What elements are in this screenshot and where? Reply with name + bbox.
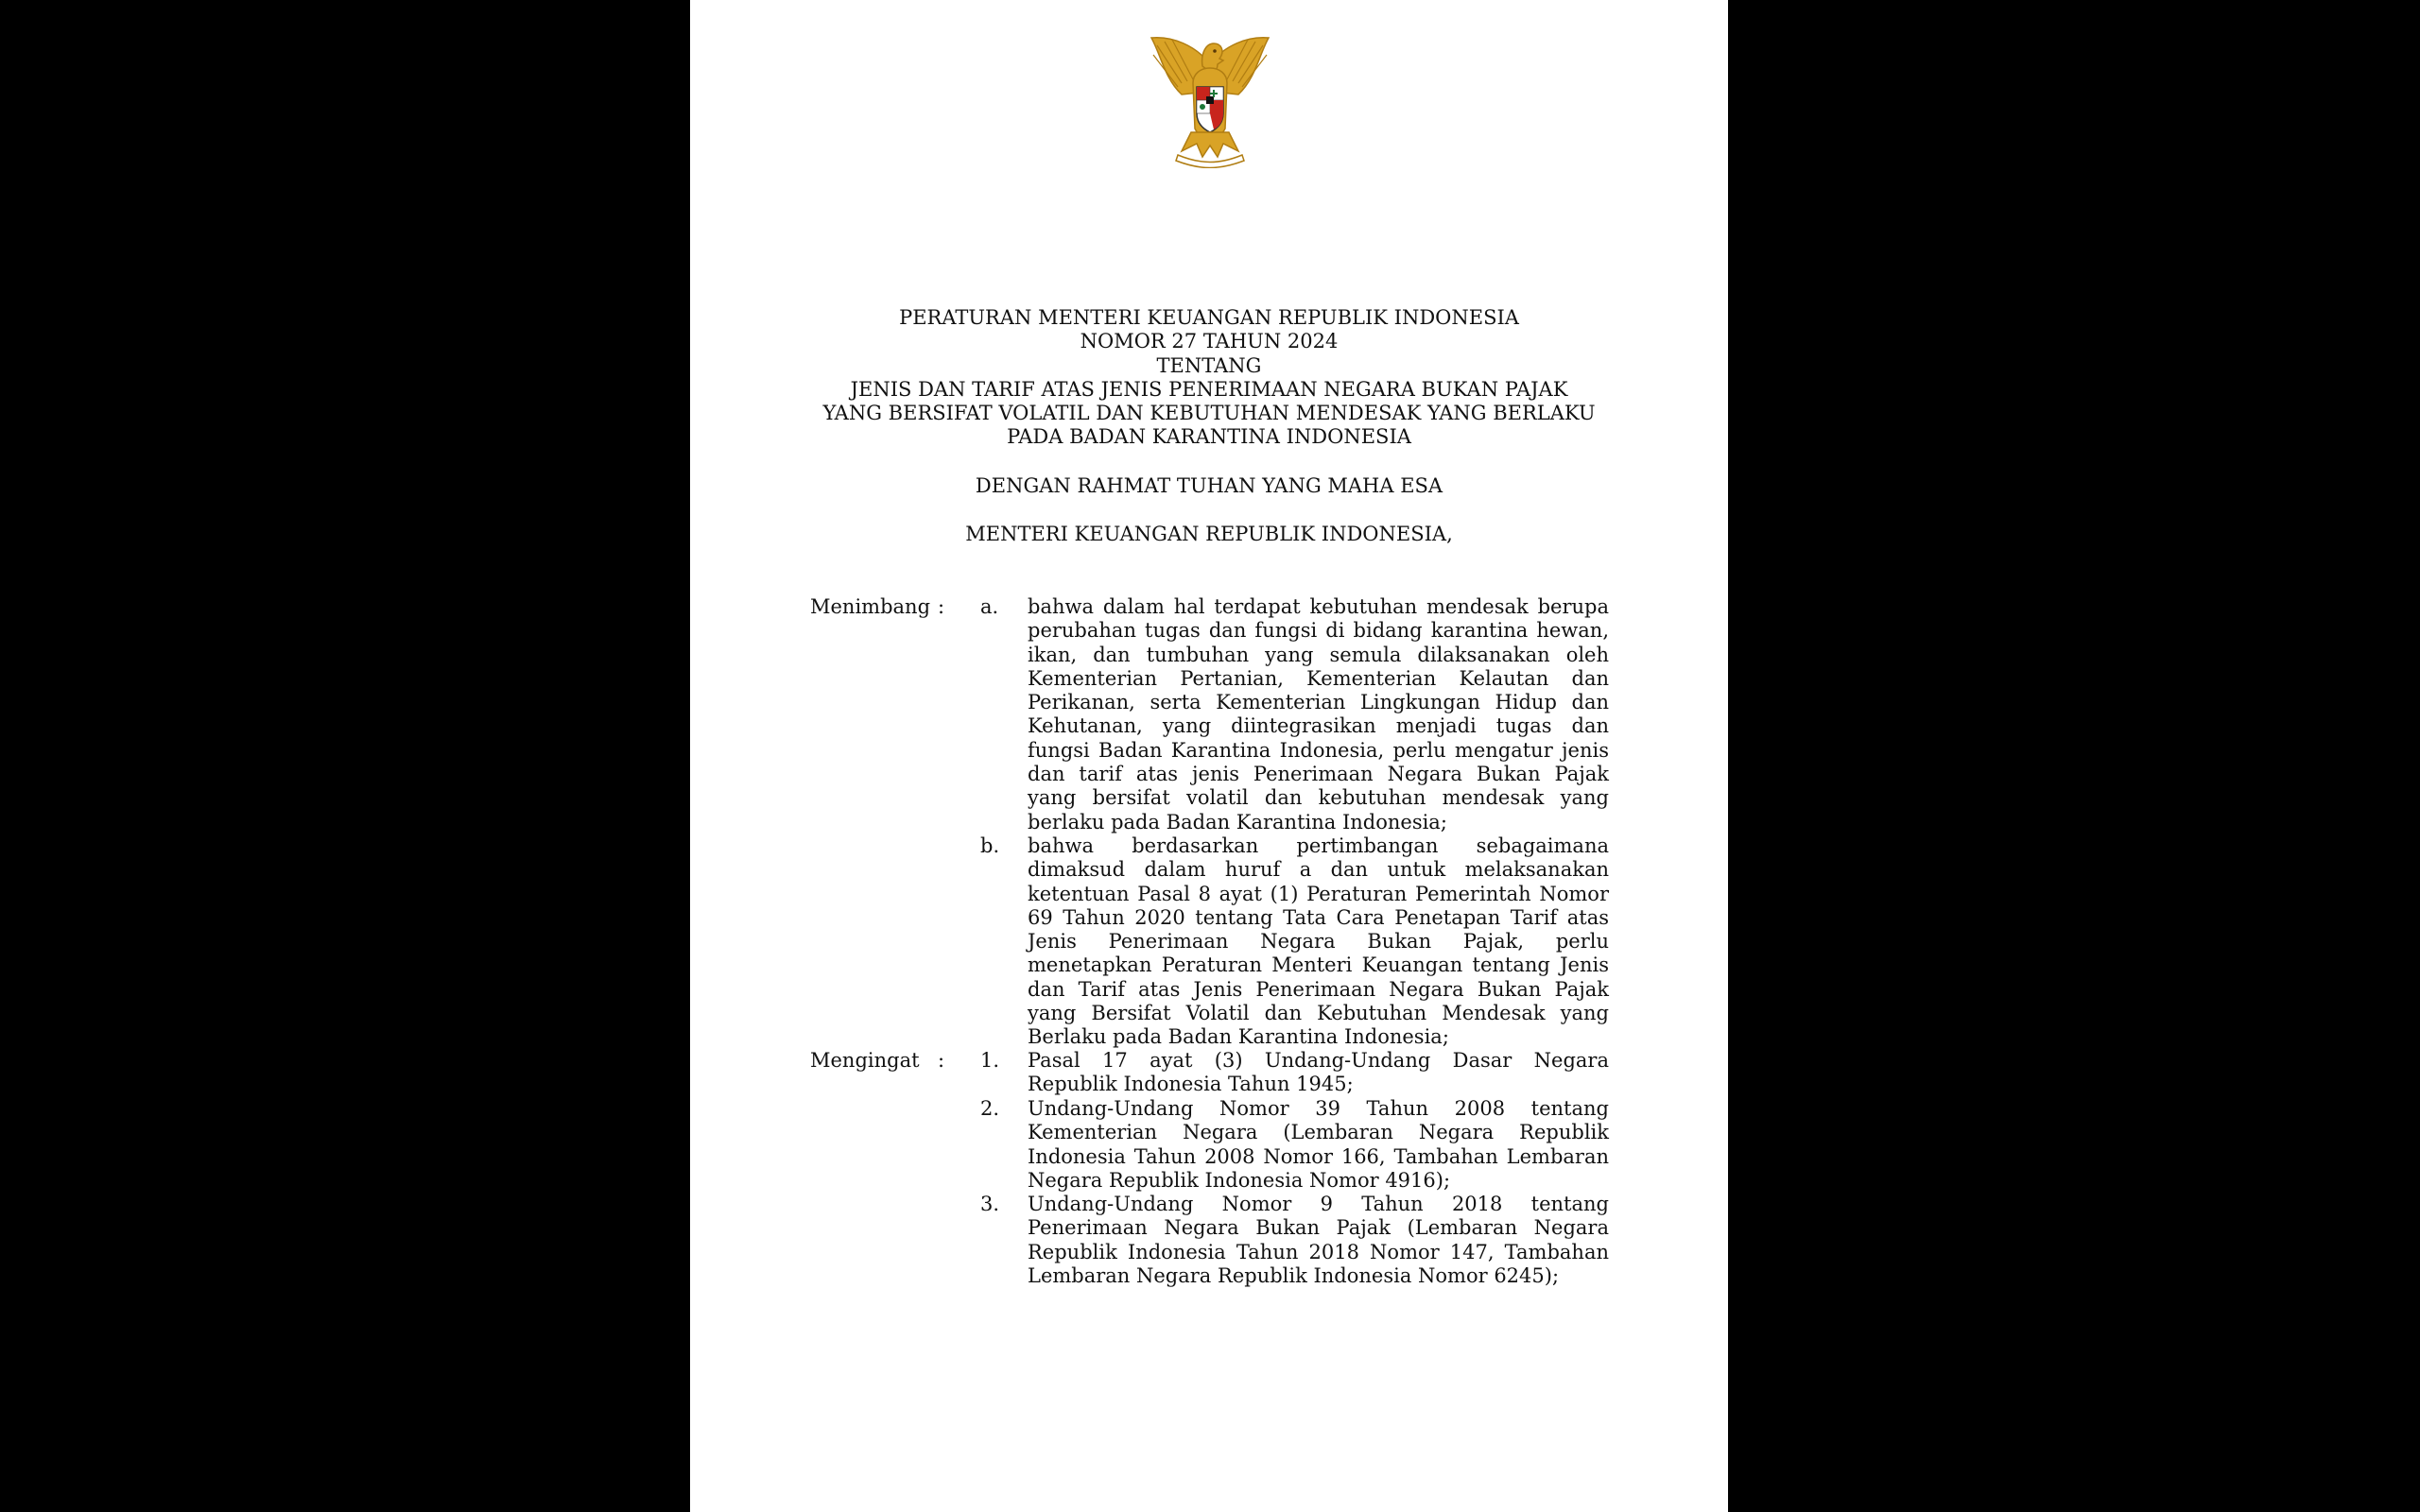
menimbang-item-marker: b. bbox=[980, 834, 1000, 857]
garuda-pancasila-emblem-icon bbox=[1144, 26, 1276, 168]
mengingat-item-marker: 3. bbox=[980, 1193, 1000, 1215]
mengingat-label: Mengingat bbox=[810, 1049, 920, 1072]
menimbang-item bbox=[810, 595, 1625, 834]
heading-line: TENTANG bbox=[1156, 353, 1262, 377]
menimbang-label: Menimbang bbox=[810, 595, 931, 618]
mengingat-item-text: Pasal 17 ayat (3) Undang-Undang Dasar Negara Republik Indonesia Tahun 1945; bbox=[1028, 1049, 1609, 1096]
mengingat-item-text: Undang-Undang Nomor 39 Tahun 2008 tentang Kementerian Negara (Lembaran Negara Republik Indonesia Tahun 2008 Nomor 166, Tambahan Lembaran Negara Republik Indonesia Nomor 4916); bbox=[1028, 1097, 1609, 1192]
heading-line: NOMOR 27 TAHUN 2024 bbox=[1080, 330, 1339, 353]
menimbang-colon: : bbox=[938, 595, 945, 618]
menimbang-item bbox=[810, 834, 1625, 1050]
heading-line: PADA BADAN KARANTINA INDONESIA bbox=[1007, 425, 1411, 449]
mengingat-item-marker: 1. bbox=[980, 1049, 1000, 1072]
menimbang-item-text: bahwa berdasarkan pertimbangan sebagaimana dimaksud dalam huruf a dan untuk melaksanakan ketentuan Pasal 8 ayat (1) Peraturan Pemerintah Nomor 69 Tahun 2020 tentang Tata Cara Penetapan Tarif atas Jenis Penerimaan Negara Bukan Pajak, perlu menetapkan Peraturan Menteri Keuangan tentang Jenis dan Tarif atas Jenis Penerimaan Negara Bukan Pajak yang Bersifat Volatil dan Kebutuhan Mendesak yang Berlaku pada Badan Karantina Indonesia; bbox=[1028, 834, 1609, 1049]
heading-line: PERATURAN MENTERI KEUANGAN REPUBLIK INDONESIA bbox=[899, 306, 1519, 329]
mengingat-item bbox=[810, 1097, 1625, 1193]
mengingat-item bbox=[810, 1193, 1625, 1288]
heading-line: JENIS DAN TARIF ATAS JENIS PENERIMAAN NEGARA BUKAN PAJAK bbox=[850, 377, 1568, 401]
menimbang-item-text: bahwa dalam hal terdapat kebutuhan mendesak berupa perubahan tugas dan fungsi di bidang karantina hewan, ikan, dan tumbuhan yang semula dilaksanakan oleh Kementerian Pertanian, Kementerian Kelautan dan Perikanan, serta Kementerian Lingkungan Hidup dan Kehutanan, yang diintegrasikan menjadi tugas dan fungsi Badan Karantina Indonesia, perlu mengatur jenis dan tarif atas jenis Penerimaan Negara Bukan Pajak yang bersifat volatil dan kebutuhan mendesak yang berlaku pada Badan Karantina Indonesia; bbox=[1028, 595, 1609, 833]
mengingat-colon: : bbox=[938, 1049, 945, 1072]
regulation-heading bbox=[690, 306, 1728, 450]
minister-line: MENTERI KEUANGAN REPUBLIK INDONESIA, bbox=[965, 523, 1453, 545]
heading-line: YANG BERSIFAT VOLATIL DAN KEBUTUHAN MENDESAK YANG BERLAKU bbox=[822, 402, 1596, 425]
mengingat-item-text: Undang-Undang Nomor 9 Tahun 2018 tentang Penerimaan Negara Bukan Pajak (Lembaran Negara Republik Indonesia Tahun 2018 Nomor 147, Tambahan Lembaran Negara Republik Indonesia Nomor 6245); bbox=[1028, 1193, 1609, 1287]
document-page[interactable] bbox=[690, 0, 1728, 1512]
mengingat-item-marker: 2. bbox=[980, 1097, 1000, 1120]
menimbang-item-marker: a. bbox=[980, 595, 999, 618]
mengingat-item bbox=[810, 1049, 1625, 1097]
blessing-line: DENGAN RAHMAT TUHAN YANG MAHA ESA bbox=[975, 474, 1443, 497]
